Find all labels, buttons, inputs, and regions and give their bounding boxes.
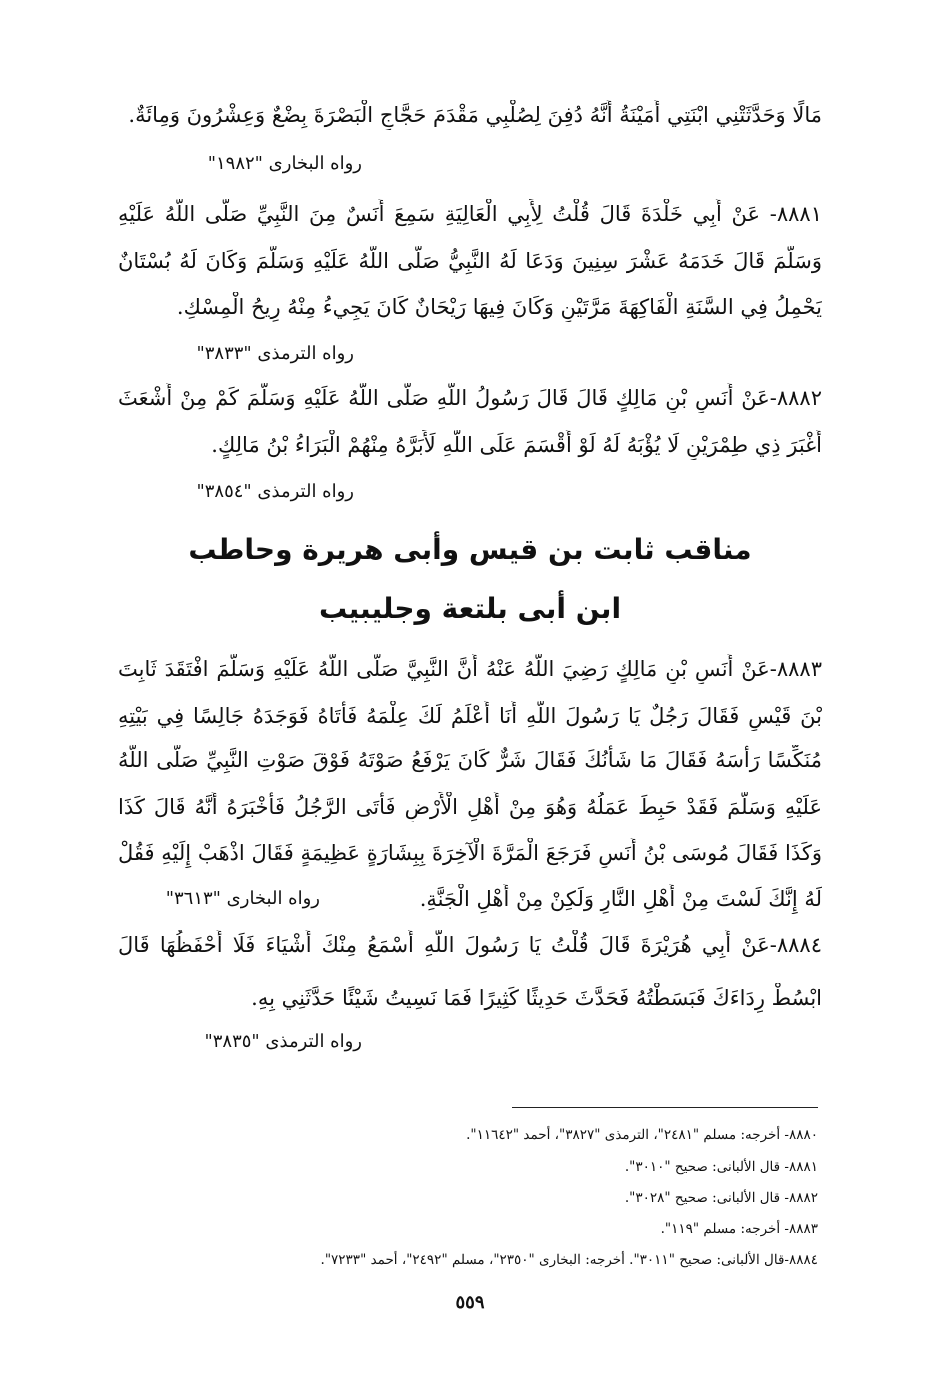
footnote: ٨٨٨٠- أخرجه: مسلم "٢٤٨١"، الترمذى "٣٨٢٧"، أحمد "١١٦٤٢". (466, 1127, 818, 1143)
body-line: عَلَيْهِ وَسَلَّمَ فَقَدْ حَبِطَ عَمَلُهُ وَهُوَ مِنْ أَهْلِ الْأَرْضِ فَأَتَى الرَّجُلُ فَأَخْبَرَهُ أَنَّهُ قَالَ كَذَا (118, 795, 822, 819)
footnote: ٨٨٨٣- أخرجه: مسلم "١١٩". (660, 1221, 818, 1237)
footnote-divider (512, 1107, 818, 1108)
body-line: بْنَ قَيْسٍ فَقَالَ رَجُلٌ يَا رَسُولَ اللَّهِ أَنَا أَعْلَمُ لَكَ عِلْمَهُ فَأَتَاهُ فَوَجَدَهُ جَالِسًا فِي بَيْتِهِ (118, 704, 822, 728)
footnote: ٨٨٨٢- قال الألبانى: صحيح "٣٠٢٨". (624, 1190, 818, 1206)
body-line: لَهُ إِنَّكَ لَسْتَ مِنْ أَهْلِ النَّارِ وَلَكِنْ مِنْ أَهْلِ الْجَنَّةِ. (419, 887, 822, 911)
page-number: ٥٥٩ (455, 1292, 485, 1313)
body-line: أَغْبَرَ ذِي طِمْرَيْنِ لَا يُؤْبَهُ لَهُ لَوْ أَقْسَمَ عَلَى اللَّهِ لَأَبَرَّهُ مِنْهُمْ الْبَرَاءُ بْنُ مَالِكٍ. (211, 433, 822, 457)
body-line: ٨٨٨٤-عَنْ أَبِي هُرَيْرَةَ قَالَ قُلْتُ يَا رَسُولَ اللَّهِ أَسْمَعُ مِنْكَ أَشْيَاءَ فَلَا أَحْفَظُهَا قَالَ (118, 933, 822, 957)
footnote: ٨٨٨١- قال الألبانى: صحيح "٣٠١٠". (624, 1159, 818, 1175)
body-line: مَالًا وَحَدَّثَتْنِي ابْنَتِي أُمَيْنَةُ أَنَّهُ دُفِنَ لِصُلْبِي مَقْدَمَ حَجَّاجٍ الْبَصْرَةَ بِضْعٌ وَعِشْرُونَ وَمِائَةٌ. (128, 103, 822, 127)
body-line: وَسَلَّمَ قَالَ خَدَمَهُ عَشْرَ سِنِينَ وَدَعَا لَهُ النَّبِيُّ صَلَّى اللَّهُ عَلَيْهِ وَسَلَّمَ وَكَانَ لَهُ بُسْتَانٌ (118, 249, 822, 273)
hadith-source: رواه الترمذى "٣٨٣٥" (204, 1031, 362, 1052)
body-line: وَكَذَا فَقَالَ مُوسَى بْنُ أَنَسٍ فَرَجَعَ الْمَرَّةَ الْآخِرَةَ بِبِشَارَةٍ عَظِيمَةٍ فَقَالَ اذْهَبْ إِلَيْهِ فَقُلْ (118, 841, 822, 865)
hadith-source: رواه البخارى "٣٦١٣" (165, 888, 320, 909)
section-heading: مناقب ثابت بن قيس وأبى هريرة وحاطب (188, 533, 752, 566)
body-line: مُنَكِّسًا رَأْسَهُ فَقَالَ مَا شَأْنُكَ فَقَالَ شَرٌّ كَانَ يَرْفَعُ صَوْتَهُ فَوْقَ صَوْتِ النَّبِيِّ صَلَّى اللَّهُ (118, 748, 822, 772)
hadith-source: رواه الترمذى "٣٨٣٣" (196, 343, 354, 364)
hadith-source: رواه الترمذى "٣٨٥٤" (196, 481, 354, 502)
body-line: ٨٨٨٣-عَنْ أَنَسِ بْنِ مَالِكٍ رَضِيَ اللَّهُ عَنْهُ أَنَّ النَّبِيَّ صَلَّى اللَّهُ عَلَيْهِ وَسَلَّمَ افْتَقَدَ ثَابِتَ (118, 657, 822, 681)
body-line: يَحْمِلُ فِي السَّنَةِ الْفَاكِهَةَ مَرَّتَيْنِ وَكَانَ فِيهَا رَيْحَانٌ كَانَ يَجِيءُ مِنْهُ رِيحُ الْمِسْكِ. (176, 295, 822, 319)
footnote: ٨٨٨٤-قال الألبانى: صحيح "٣٠١١". أخرجه: البخارى "٢٣٥٠"، مسلم "٢٤٩٢"، أحمد "٧٢٣٣". (320, 1252, 818, 1268)
section-heading-continued: ابن أبى بلتعة وجليبيب (318, 592, 622, 625)
body-line: ٨٨٨١- عَنْ أَبِي خَلْدَةَ قَالَ قُلْتُ لِأَبِي الْعَالِيَةِ سَمِعَ أَنَسٌ مِنَ النَّبِيِّ صَلَّى اللَّهُ عَلَيْهِ (118, 202, 822, 226)
hadith-source: رواه البخارى "١٩٨٢" (207, 153, 362, 174)
body-line: ٨٨٨٢-عَنْ أَنَسِ بْنِ مَالِكٍ قَالَ قَالَ رَسُولُ اللَّهِ صَلَّى اللَّهُ عَلَيْهِ وَسَلَّمَ كَمْ مِنْ أَشْعَثَ (118, 386, 822, 410)
body-line: ابْسُطْ رِدَاءَكَ فَبَسَطْتُهُ فَحَدَّثَ حَدِيثًا كَثِيرًا فَمَا نَسِيتُ شَيْئًا حَدَّثَنِي بِهِ. (251, 986, 822, 1010)
